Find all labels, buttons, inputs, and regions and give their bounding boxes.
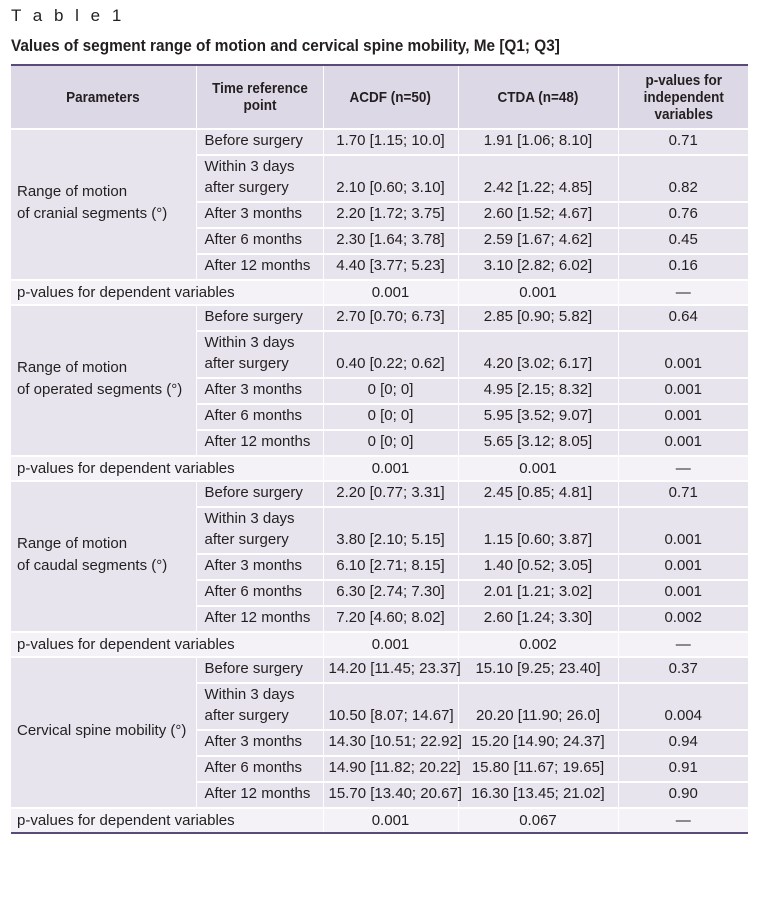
ctda-value: 1.15 [0.60; 3.87] — [458, 507, 618, 554]
table-row — [11, 129, 748, 155]
p-independent-value: 0.001 — [618, 331, 748, 378]
parameter-label-line1: Range of motion — [17, 183, 128, 200]
ctda-value: 2.59 [1.67; 4.62] — [458, 228, 618, 254]
acdf-value: 7.20 [4.60; 8.02] — [323, 606, 458, 632]
ctda-value: 2.45 [0.85; 4.81] — [458, 481, 618, 507]
p-independent-value: 0.82 — [618, 155, 748, 202]
table-row — [11, 657, 748, 683]
p-independent-value: 0.001 — [618, 554, 748, 580]
ctda-value: 20.20 [11.90; 26.0] — [458, 683, 618, 730]
acdf-dependent-p: 0.001 — [323, 808, 458, 833]
ctda-value: 15.80 [11.67; 19.65] — [458, 756, 618, 782]
ctda-value: 2.85 [0.90; 5.82] — [458, 305, 618, 331]
acdf-value: 15.70 [13.40; 20.67] — [323, 782, 458, 808]
acdf-value: 2.10 [0.60; 3.10] — [323, 155, 458, 202]
ctda-value: 16.30 [13.45; 21.02] — [458, 782, 618, 808]
p-independent-value: 0.71 — [618, 129, 748, 155]
ctda-value: 5.65 [3.12; 8.05] — [458, 430, 618, 456]
time-point-cell — [196, 331, 323, 378]
time-point-line1: Within 3 days — [204, 334, 295, 351]
parameter-label-line1: Range of motion — [17, 359, 128, 376]
acdf-dependent-p: 0.001 — [323, 632, 458, 657]
table-body — [11, 129, 748, 833]
time-point-cell: After 6 months — [196, 228, 323, 254]
parameter-cell — [11, 129, 196, 280]
time-point-line2: after surgery — [204, 355, 289, 372]
data-table — [11, 64, 748, 834]
time-point-line1: Within 3 days — [204, 686, 295, 703]
acdf-value: 3.80 [2.10; 5.15] — [323, 507, 458, 554]
dependent-p-label: p-values for dependent variables — [11, 280, 323, 305]
time-point-line1: Within 3 days — [204, 158, 295, 175]
parameter-label-line1: Cervical spine mobility (°) — [17, 722, 187, 739]
acdf-value: 0 [0; 0] — [323, 404, 458, 430]
ctda-value: 15.20 [14.90; 24.37] — [458, 730, 618, 756]
p-independent-value: 0.90 — [618, 782, 748, 808]
acdf-value: 0 [0; 0] — [323, 430, 458, 456]
time-point-line2: after surgery — [204, 707, 289, 724]
dependent-p-row — [11, 632, 748, 657]
table-row — [11, 481, 748, 507]
dependent-p-dash: — — [618, 632, 748, 657]
time-point-cell — [196, 507, 323, 554]
p-independent-value: 0.91 — [618, 756, 748, 782]
p-independent-value: 0.004 — [618, 683, 748, 730]
acdf-value: 1.70 [1.15; 10.0] — [323, 129, 458, 155]
time-point-cell: After 3 months — [196, 730, 323, 756]
table-caption: T a b l e 1 — [11, 6, 125, 25]
acdf-value: 14.30 [10.51; 22.92] — [323, 730, 458, 756]
p-independent-value: 0.64 — [618, 305, 748, 331]
dependent-p-label: p-values for dependent variables — [11, 808, 323, 833]
dependent-p-row — [11, 456, 748, 481]
dependent-p-dash: — — [618, 808, 748, 833]
p-independent-value: 0.94 — [618, 730, 748, 756]
p-independent-value: 0.16 — [618, 254, 748, 280]
time-point-cell: Before surgery — [196, 657, 323, 683]
p-independent-value: 0.001 — [618, 580, 748, 606]
ctda-dependent-p: 0.001 — [458, 280, 618, 305]
ctda-value: 5.95 [3.52; 9.07] — [458, 404, 618, 430]
time-point-cell: After 12 months — [196, 606, 323, 632]
time-point-cell: After 6 months — [196, 580, 323, 606]
header-acdf: ACDF (n=50) — [323, 65, 458, 129]
acdf-value: 0 [0; 0] — [323, 378, 458, 404]
parameter-label-line1: Range of motion — [17, 535, 128, 552]
time-point-line1: Within 3 days — [204, 510, 295, 527]
acdf-value: 0.40 [0.22; 0.62] — [323, 331, 458, 378]
parameter-cell — [11, 481, 196, 632]
p-independent-value: 0.71 — [618, 481, 748, 507]
parameter-cell — [11, 657, 196, 808]
p-independent-value: 0.37 — [618, 657, 748, 683]
time-point-line2: after surgery — [204, 531, 289, 548]
acdf-value: 14.20 [11.45; 23.37] — [323, 657, 458, 683]
dependent-p-dash: — — [618, 280, 748, 305]
time-point-cell: After 12 months — [196, 782, 323, 808]
ctda-dependent-p: 0.067 — [458, 808, 618, 833]
acdf-value: 4.40 [3.77; 5.23] — [323, 254, 458, 280]
dependent-p-row — [11, 280, 748, 305]
acdf-value: 6.30 [2.74; 7.30] — [323, 580, 458, 606]
dependent-p-label: p-values for dependent variables — [11, 456, 323, 481]
time-point-cell: Before surgery — [196, 305, 323, 331]
time-point-cell: After 3 months — [196, 378, 323, 404]
ctda-value: 4.95 [2.15; 8.32] — [458, 378, 618, 404]
header-p-independent: p-values for independent variables — [618, 65, 748, 129]
header-row — [11, 65, 748, 129]
ctda-value: 1.91 [1.06; 8.10] — [458, 129, 618, 155]
dependent-p-row — [11, 808, 748, 833]
ctda-value: 1.40 [0.52; 3.05] — [458, 554, 618, 580]
time-point-cell — [196, 683, 323, 730]
header-ctda: CTDA (n=48) — [458, 65, 618, 129]
acdf-value: 14.90 [11.82; 20.22] — [323, 756, 458, 782]
ctda-value: 2.42 [1.22; 4.85] — [458, 155, 618, 202]
p-independent-value: 0.001 — [618, 378, 748, 404]
parameter-label-line2: of caudal segments (°) — [17, 557, 168, 574]
ctda-dependent-p: 0.001 — [458, 456, 618, 481]
parameter-label-line2: of operated segments (°) — [17, 381, 183, 398]
ctda-dependent-p: 0.002 — [458, 632, 618, 657]
acdf-value: 2.20 [1.72; 3.75] — [323, 202, 458, 228]
dependent-p-label: p-values for dependent variables — [11, 632, 323, 657]
acdf-value: 2.20 [0.77; 3.31] — [323, 481, 458, 507]
parameter-label-line2: of cranial segments (°) — [17, 205, 168, 222]
ctda-value: 2.60 [1.24; 3.30] — [458, 606, 618, 632]
parameter-cell — [11, 305, 196, 456]
time-point-cell: After 12 months — [196, 254, 323, 280]
acdf-value: 10.50 [8.07; 14.67] — [323, 683, 458, 730]
dependent-p-dash: — — [618, 456, 748, 481]
acdf-dependent-p: 0.001 — [323, 280, 458, 305]
p-independent-value: 0.45 — [618, 228, 748, 254]
header-time-reference: Time reference point — [196, 65, 323, 129]
time-point-cell: After 3 months — [196, 202, 323, 228]
acdf-value: 2.70 [0.70; 6.73] — [323, 305, 458, 331]
time-point-line2: after surgery — [204, 179, 289, 196]
acdf-dependent-p: 0.001 — [323, 456, 458, 481]
acdf-value: 2.30 [1.64; 3.78] — [323, 228, 458, 254]
p-independent-value: 0.001 — [618, 430, 748, 456]
ctda-value: 2.60 [1.52; 4.67] — [458, 202, 618, 228]
ctda-value: 4.20 [3.02; 6.17] — [458, 331, 618, 378]
p-independent-value: 0.001 — [618, 404, 748, 430]
ctda-value: 3.10 [2.82; 6.02] — [458, 254, 618, 280]
table-title: Values of segment range of motion and cervical spine mobility, Me [Q1; Q3] — [11, 37, 560, 55]
p-independent-value: 0.76 — [618, 202, 748, 228]
time-point-cell: Before surgery — [196, 481, 323, 507]
time-point-cell: After 12 months — [196, 430, 323, 456]
acdf-value: 6.10 [2.71; 8.15] — [323, 554, 458, 580]
table-row — [11, 305, 748, 331]
ctda-value: 2.01 [1.21; 3.02] — [458, 580, 618, 606]
p-independent-value: 0.002 — [618, 606, 748, 632]
time-point-cell: After 6 months — [196, 756, 323, 782]
p-independent-value: 0.001 — [618, 507, 748, 554]
time-point-cell — [196, 155, 323, 202]
time-point-cell: After 3 months — [196, 554, 323, 580]
time-point-cell: After 6 months — [196, 404, 323, 430]
header-parameters: Parameters — [11, 65, 196, 129]
ctda-value: 15.10 [9.25; 23.40] — [458, 657, 618, 683]
time-point-cell: Before surgery — [196, 129, 323, 155]
